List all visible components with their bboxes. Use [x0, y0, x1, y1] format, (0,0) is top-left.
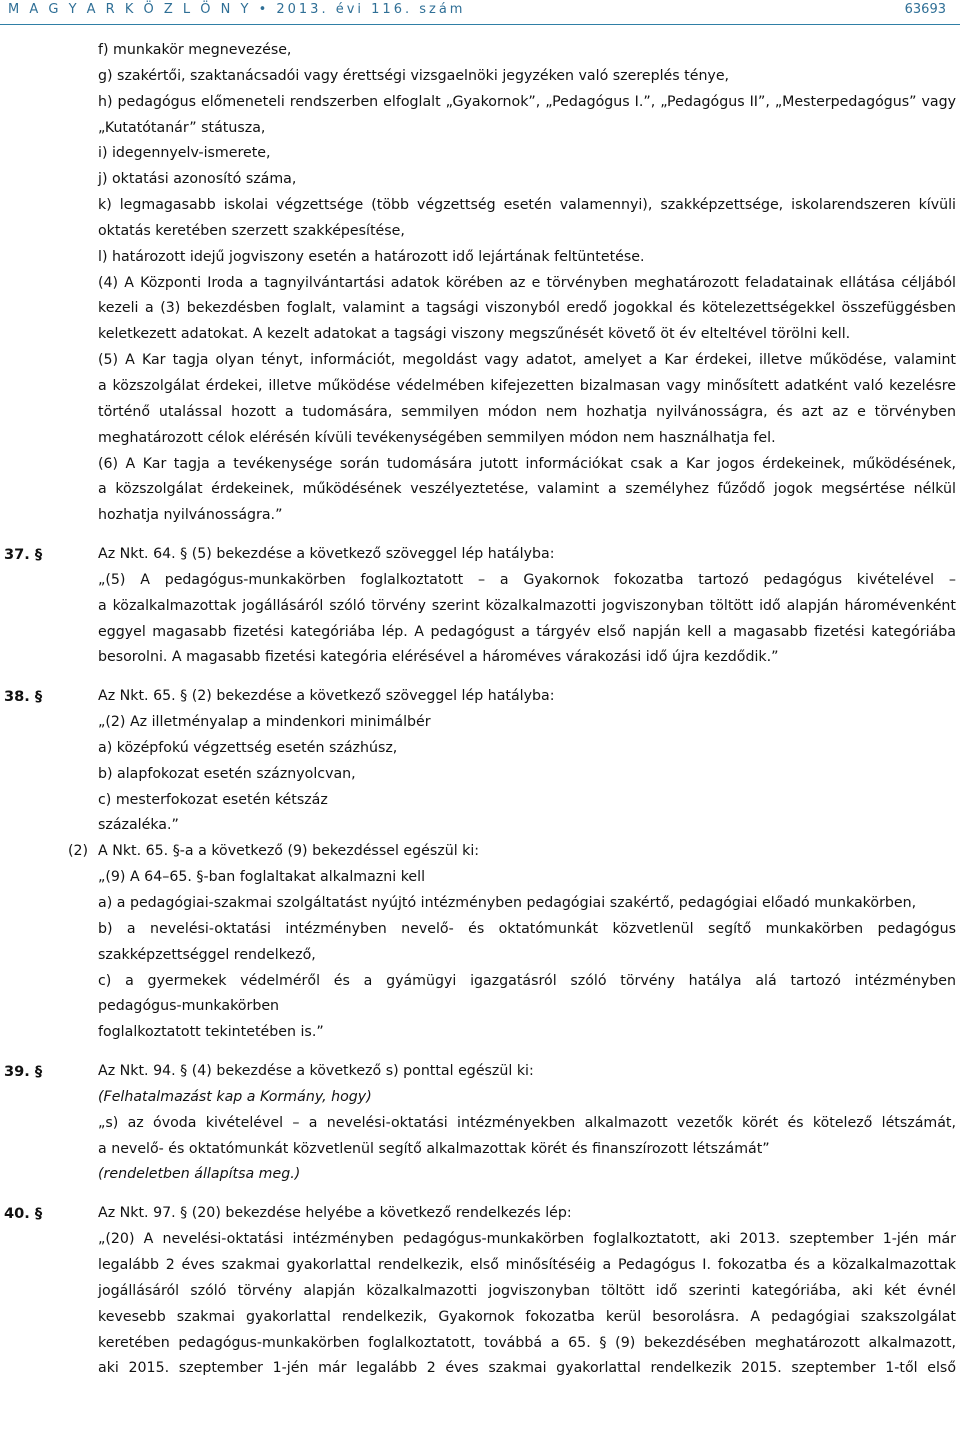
text-line: keretében pedagógus-munkakörben foglalkoztatott, továbbá a 65. § (9) bekezdésében meghatározott alkalmazott,	[98, 1334, 956, 1351]
text-line: c) a gyermekek védelméről és a gyámügyi igazgatásról szóló törvény hatálya alá tartozó intézményben	[98, 972, 956, 989]
text-line: kevesebb szakmai gyakorlattal rendelkezik, Gyakornok fokozatba kerül besorolásra. A pedagógiai szakszolgálat	[98, 1308, 956, 1325]
section-39-line	[0, 1059, 960, 1085]
text-line: g) szakértői, szaktanácsadói vagy érettségi vizsgaelnöki jegyzéken való szereplés ténye,	[98, 67, 730, 84]
text-line: jogállásáról szóló törvény alapján közalkalmazotti jogviszonyban töltött idő szerinti kategóriába, aki két évnél	[98, 1282, 956, 1299]
section-number-40: 40. §	[4, 1205, 43, 1223]
text-line: (5) A Kar tagja olyan tényt, információt, megoldást vagy adatot, amelyet a Kar érdekei, illetve működése, valamint	[98, 352, 956, 369]
text-line: történő utalással hozott a tudomására, semmilyen módon nem hozhatja nyilvánosságra, és azt az e törvényben	[98, 403, 956, 420]
text-line: „(5) A pedagógus-munkakörben foglalkoztatott – a Gyakornok fokozatba tartozó pedagógus kivételével –	[98, 571, 956, 588]
section-gap	[0, 671, 960, 684]
text-line: Az Nkt. 97. § (20) bekezdése helyébe a következő rendelkezés lép:	[98, 1205, 572, 1222]
text-line: b) alapfokozat esetén száznyolcvan,	[98, 765, 356, 782]
document-body	[0, 38, 960, 1382]
text-line: l) határozott idejű jogviszony esetén a határozott idő lejártának feltüntetése.	[98, 248, 645, 265]
text-line: a közszolgálat érdekeinek, működésének veszélyeztetése, valamint a személyhez fűződő jogok megsértése nélkül	[98, 481, 956, 498]
text-line: a nevelő- és oktatómunkát közvetlenül segítő alkalmazottak körét és finanszírozott létszámát”	[98, 1140, 770, 1157]
text-line: kezeli a (3) bekezdésben foglalt, valamint a tagsági viszonyból eredő jogokkal és kötelezettségekkel összefüggésben	[98, 300, 956, 317]
text-line: Az Nkt. 65. § (2) bekezdése a következő szöveggel lép hatályba:	[98, 688, 555, 705]
section-gap	[0, 1188, 960, 1201]
section-37-line	[0, 542, 960, 568]
text-line: (6) A Kar tagja a tevékenysége során tudomására jutott információkat csak a Kar jogos érdekeinek, működésének,	[98, 455, 956, 472]
text-line: c) mesterfokozat esetén kétszáz	[98, 791, 328, 808]
section-gap	[0, 1046, 960, 1059]
text-line: a közalkalmazottak jogállásáról szóló törvény szerint közalkalmazotti jogviszonyban töltött idő alapján háromévenként	[98, 597, 956, 614]
text-line: i) idegennyelv-ismerete,	[98, 145, 271, 162]
text-line: b) a nevelési-oktatási intézményben nevelő- és oktatómunkát közvetlenül segítő munkakörben pedagógus	[98, 920, 956, 937]
section-gap	[0, 529, 960, 542]
text-line: k) legmagasabb iskolai végzettsége (több végzettség esetén valamennyi), szakképzettsége, iskolarendszeren kívüli	[98, 197, 956, 214]
text-line: hozhatja nyilvánosságra.”	[98, 507, 283, 524]
text-line: a közszolgálat érdekei, illetve működése védelmében kifejezetten bizalmasan vagy minősített adatként való kezelésre	[98, 377, 956, 394]
text-line: f) munkakör megnevezése,	[98, 42, 292, 58]
text-line: besorolni. A magasabb fizetési kategória elérésével a hároméves várakozási idő újra kezdődik.”	[98, 649, 779, 666]
section-number-37: 37. §	[4, 546, 43, 564]
text-line: „(9) A 64–65. §-ban foglaltakat alkalmazni kell	[98, 869, 426, 886]
text-line: „(20) A nevelési-oktatási intézményben pedagógus-munkakörben foglalkoztatott, aki 2013. szeptember 1-jén már	[98, 1231, 956, 1248]
text-line: szakképzettséggel rendelkező,	[98, 946, 316, 963]
text-line: legalább 2 éves szakmai gyakorlattal rendelkezik, első minősítéséig a Pedagógus I. fokozatba és a közalkalmazottak	[98, 1256, 956, 1273]
page-number: 63693	[904, 2, 946, 17]
section-38-line	[0, 684, 960, 710]
text-line: j) oktatási azonosító száma,	[98, 171, 297, 188]
section-number-39: 39. §	[4, 1063, 43, 1081]
text-line: a) a pedagógiai-szakmai szolgáltatást nyújtó intézményben pedagógiai szakértő, pedagógiai előadó munkakörben,	[98, 895, 917, 911]
text-line: (4) A Központi Iroda a tagnyilvántartási adatok körében az e törvényben meghatározott feladatainak ellátása céljából	[98, 274, 956, 291]
italic-text-line: (rendeletben állapítsa meg.)	[98, 1166, 301, 1183]
text-line: aki 2015. szeptember 1-jén már legalább 2 éves szakmai gyakorlattal rendelkezik 2015. szeptember 1-től első	[98, 1360, 956, 1377]
section-40-line	[0, 1201, 960, 1227]
text-line: eggyel magasabb fizetési kategóriába lép. A pedagógust a tárgyév első napján kell a magasabb fizetési kategóriába	[98, 623, 956, 640]
italic-text-line: (Felhatalmazást kap a Kormány, hogy)	[98, 1088, 372, 1105]
text-line: foglalkoztatott tekintetében is.”	[98, 1024, 324, 1041]
subsection-number: (2)	[68, 843, 89, 860]
text-line: „s) az óvoda kivételével – a nevelési-oktatási intézményekben alkalmazott vezetők körét és kötelező létszámát,	[98, 1114, 956, 1131]
text-line: Az Nkt. 94. § (4) bekezdése a következő s) ponttal egészül ki:	[98, 1063, 534, 1080]
text-line: „(2) Az illetményalap a mindenkori minimálbér	[98, 714, 431, 731]
page-header	[0, 0, 960, 25]
text-line: h) pedagógus előmeneteli rendszerben elfoglalt „Gyakornok”, „Pedagógus I.”, „Pedagógus II”, „Mesterpedagógus” vagy	[98, 93, 956, 110]
text-line: meghatározott célok elérésén kívüli tevékenységében semmilyen módon nem használhatja fel.	[98, 429, 776, 446]
text-line: a) középfokú végzettség esetén százhúsz,	[98, 739, 398, 756]
text-line: A Nkt. 65. §-a a következő (9) bekezdéssel egészül ki:	[98, 843, 480, 860]
text-line: keletkezett adatokat. A kezelt adatokat a tagsági viszony megszűnését követő öt év elteltével törölni kell.	[98, 326, 851, 343]
subsection-2-line	[0, 839, 960, 865]
text-line: százaléka.”	[98, 817, 179, 834]
text-line: „Kutatótanár” státusza,	[98, 119, 266, 136]
section-number-38: 38. §	[4, 688, 43, 706]
text-line: pedagógus-munkakörben	[98, 998, 280, 1015]
text-line: oktatás keretében szerzett szakképesítése,	[98, 222, 405, 239]
journal-title: M A G Y A R K Ö Z L Ö N Y • 2013. évi 116. szám	[8, 2, 466, 17]
text-line: Az Nkt. 64. § (5) bekezdése a következő szöveggel lép hatályba:	[98, 546, 555, 563]
